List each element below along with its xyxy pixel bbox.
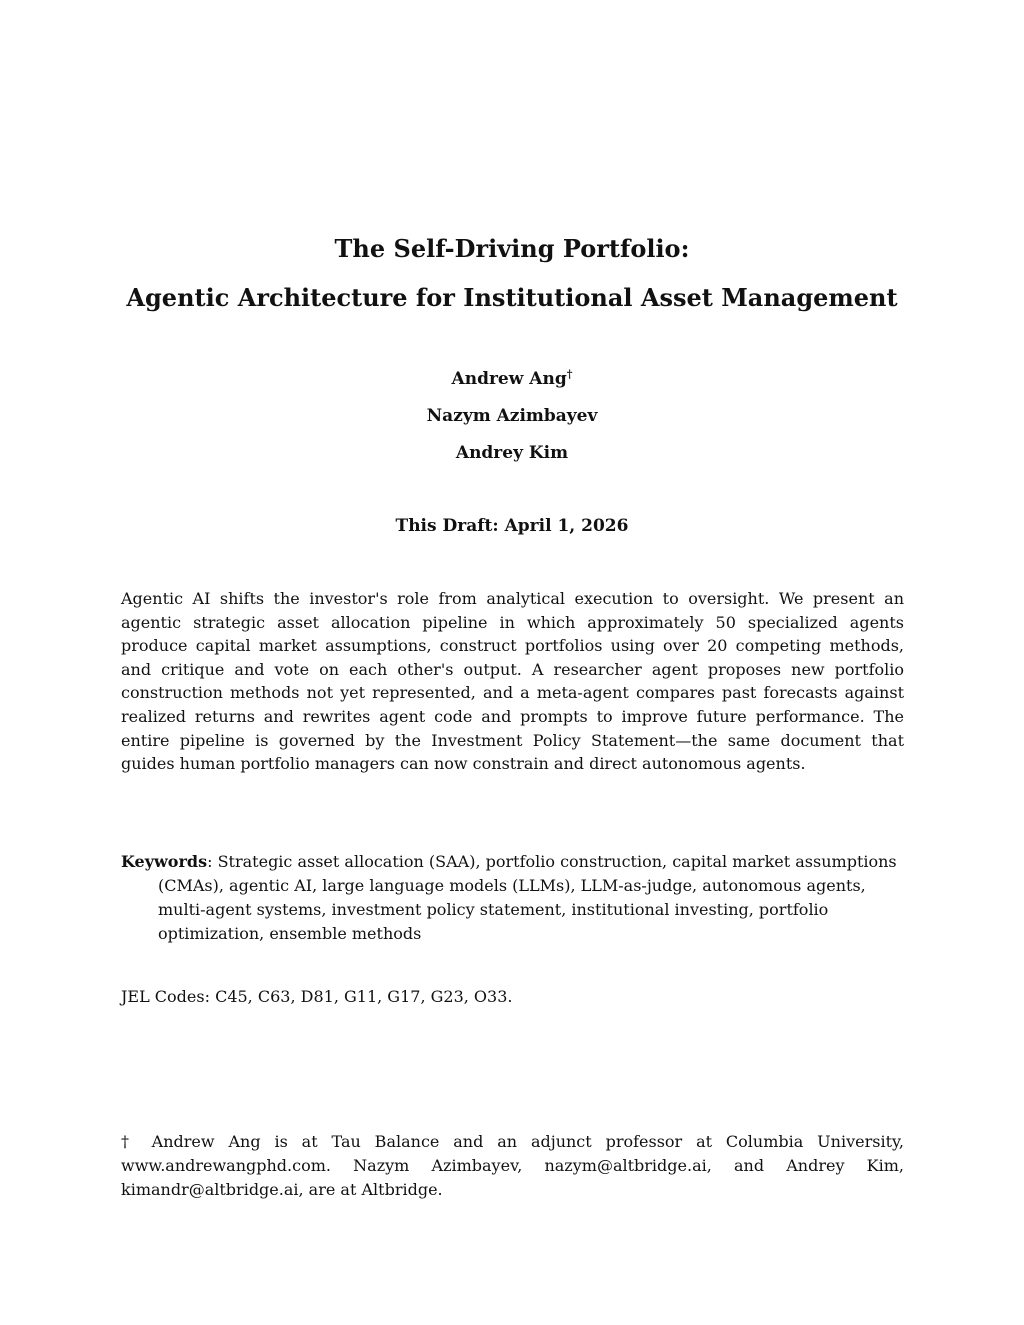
paper-title-line-1: The Self-Driving Portfolio: (334, 234, 690, 263)
keywords-label: Keywords (121, 852, 208, 871)
draft-date: This Draft: April 1, 2026 (395, 516, 629, 536)
author-name-text: Andrew Ang (451, 369, 567, 389)
author-name (0, 367, 1024, 391)
author-footnote: † Andrew Ang is at Tau Balance and an adjunct professor at Columbia University, www.andrewangphd.com. Nazym Azimbayev, nazym@altbridge.ai, and Andrey Kim, kimandr@altbridge.ai, are at Altbridge. (121, 1132, 904, 1199)
footnote-mark: † (566, 367, 573, 381)
paper-title-line-2: Agentic Architecture for Institutional Asset Management (126, 283, 898, 312)
abstract: Agentic AI shifts the investor's role from analytical execution to oversight. We present an agentic strategic asset allocation pipeline in which approximately 50 specialized agents produce capital market assumptions, construct portfolios using over 20 competing methods, and critique and vote on each other's output. A researcher agent proposes new portfolio construction methods not yet represented, and a meta-agent compares past forecasts against realized returns and rewrites agent code and prompts to improve future performance. The entire pipeline is governed by the Investment Policy Statement—the same document that guides human portfolio managers can now constrain and direct autonomous agents. (121, 589, 904, 774)
author-name-text: Nazym Azimbayev (426, 406, 598, 426)
keywords (121, 850, 918, 946)
author-name (0, 441, 1024, 465)
author-name (0, 404, 1024, 428)
jel-codes: JEL Codes: C45, C63, D81, G11, G17, G23, O33. (121, 987, 513, 1006)
author-name-text: Andrey Kim (455, 443, 569, 463)
keywords-text: : Strategic asset allocation (SAA), portfolio construction, capital market assumptions (CMAs), agentic AI, large language models (LLMs), LLM-as-judge, autonomous agents, multi-agent systems, investment policy statement, institutional investing, portfolio optimization, ensemble methods (158, 852, 897, 943)
